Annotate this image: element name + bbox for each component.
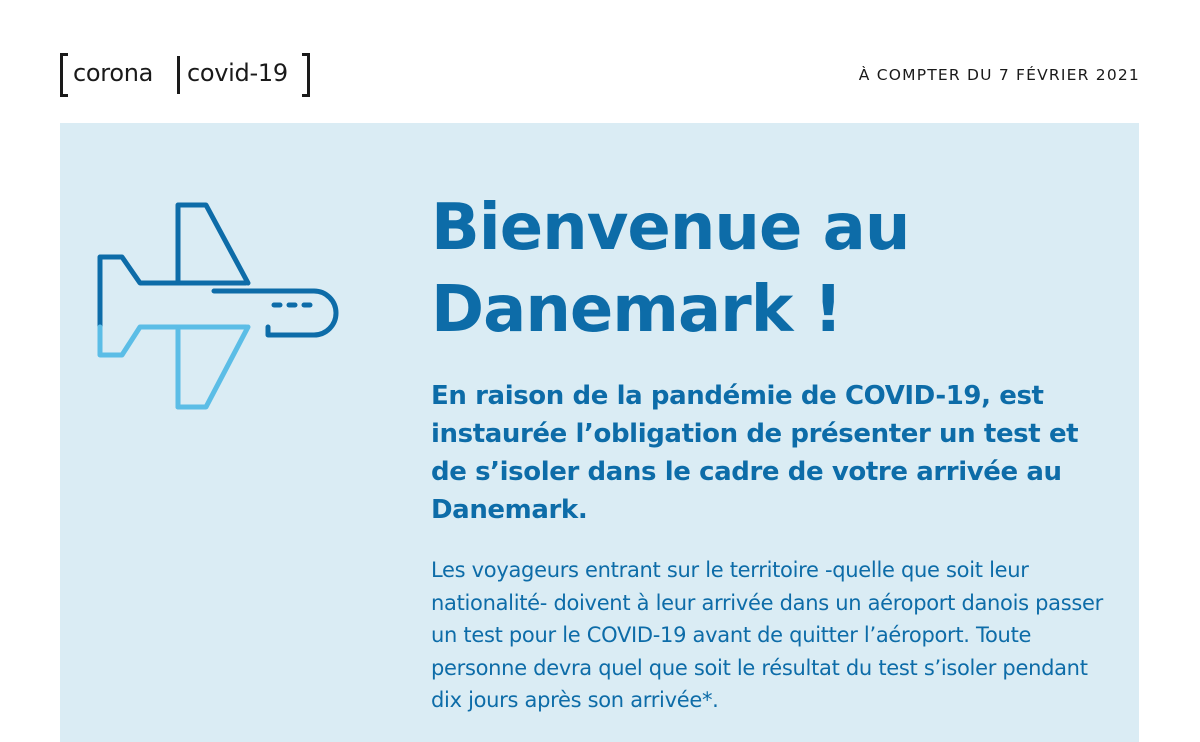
lead-paragraph: En raison de la pandémie de COVID-19, est instaurée l’obligation de présenter un test et de s’isoler dans le cadre de votre arrivée au Danemark. [431, 381, 1079, 525]
logo-divider [177, 56, 180, 94]
page-title [431, 187, 1121, 351]
header [0, 0, 1200, 123]
corona-covid-logo [60, 53, 310, 97]
info-panel [60, 123, 1139, 742]
logo-right-bracket [297, 53, 310, 97]
airplane-icon [96, 199, 344, 411]
body-paragraph: Les voyageurs entrant sur le territoire -quelle que soit leur nationalité- doivent à leur arrivée dans un aéroport danois passer un test pour le COVID-19 avant de quitter l’aéroport. Toute personne devra quel que soit le résultat du test s’isoler pendant dix jours après son arrivée*. [431, 558, 1103, 712]
logo-left-bracket [60, 53, 73, 97]
title-line-2: Danemark ! [431, 273, 842, 347]
content-column [431, 187, 1121, 717]
logo-text-covid: covid-19 [187, 59, 288, 87]
logo-text-corona: corona [73, 59, 154, 87]
effective-date: À COMPTER DU 7 FÉVRIER 2021 [858, 66, 1140, 84]
title-line-1: Bienvenue au [431, 191, 910, 265]
